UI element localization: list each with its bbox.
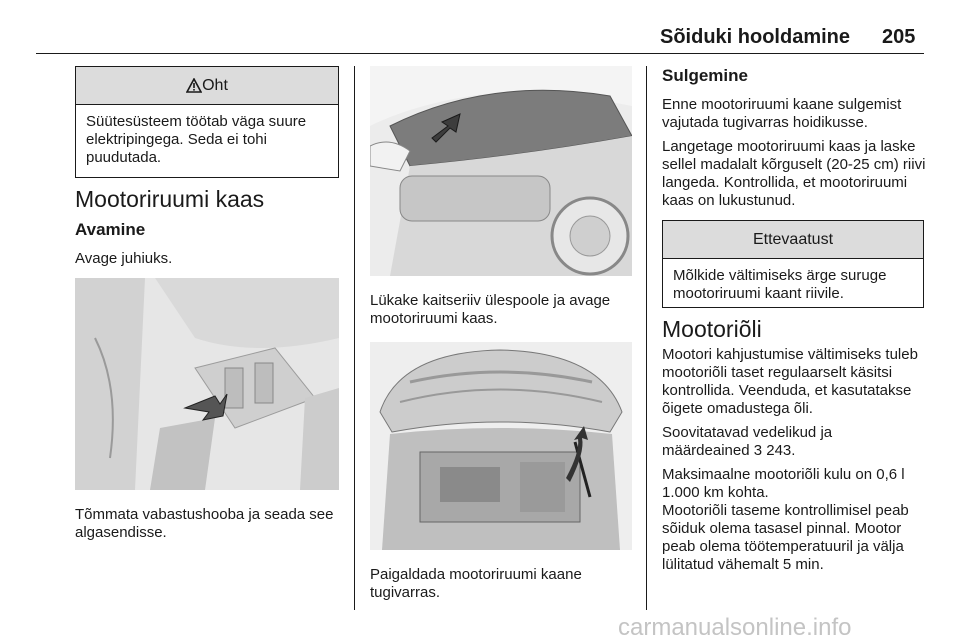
oil-paragraph-2-text: Soovitatavad vedelikud ja määrdeained — [662, 424, 833, 459]
watermark: carmanualsonline.info — [618, 614, 852, 641]
page-number: 205 — [882, 26, 916, 48]
oil-paragraph-3: Maksimaalne mootoriõli kulu on 0,6 l 1.000 km kohta. — [662, 466, 905, 501]
oil-paragraph-1: Mootori kahjustumise vältimiseks tuleb mootoriõli taset regulaarselt käsitsi kontrollida. Veenduda, et kasutatakse õigete omadustega õli. — [662, 346, 918, 417]
section-title-hood: Mootoriruumi kaas — [75, 186, 265, 212]
running-header-title: Sõiduki hooldamine — [660, 26, 851, 48]
figure-safety-catch — [370, 66, 632, 276]
figure-hood-support-rod — [370, 342, 632, 550]
danger-box — [75, 66, 339, 178]
caption-safety-catch: Lükake kaitseriiv ülespoole ja avage mootoriruumi kaas. — [370, 292, 611, 327]
column-divider-right — [646, 66, 647, 610]
figure-hood-release-lever — [75, 278, 339, 490]
page-ref-link[interactable]: 243. — [766, 442, 796, 459]
danger-box-header — [76, 67, 338, 105]
step-open-door: Avage juhiuks. — [75, 250, 173, 267]
subsection-title-opening: Avamine — [75, 220, 146, 239]
warning-triangle-icon — [186, 78, 202, 93]
column-divider-left — [354, 66, 355, 610]
section-title-engine-oil: Mootoriõli — [662, 316, 762, 342]
caution-box — [662, 220, 924, 308]
subsection-title-closing: Sulgemine — [662, 66, 748, 85]
caption-release-lever: Tõmmata vabastushooba ja seada see algasendisse. — [75, 506, 334, 541]
caution-box-header: Ettevaatust — [663, 221, 923, 259]
header-rule — [36, 53, 924, 54]
closing-paragraph-1: Enne mootoriruumi kaane sulgemist vajutada tugivarras hoidikusse. — [662, 96, 902, 131]
oil-paragraph-2 — [662, 424, 852, 460]
caution-box-text: Mõlkide vältimiseks ärge suruge mootoriruumi kaant riivile. — [673, 267, 887, 302]
page-ref-icon: 3 — [753, 442, 763, 459]
closing-paragraph-2: Langetage mootoriruumi kaas ja laske sellel madalalt kõrguselt (20-25 cm) riivi langeda. Kontrollida, et mootoriruumi kaas on lukustunud. — [662, 138, 926, 209]
danger-box-title: Oht — [202, 76, 228, 94]
oil-paragraph-4: Mootoriõli taseme kontrollimisel peab sõiduk olema tasasel pinnal. Mootor peab olema töötemperatuuril ja välja lülitatud vähemalt 5 min. — [662, 502, 909, 573]
caption-support-rod: Paigaldada mootoriruumi kaane tugivarras. — [370, 566, 582, 601]
danger-box-text: Süütesüsteem töötab väga suure elektripingega. Seda ei tohi puudutada. — [86, 113, 307, 166]
